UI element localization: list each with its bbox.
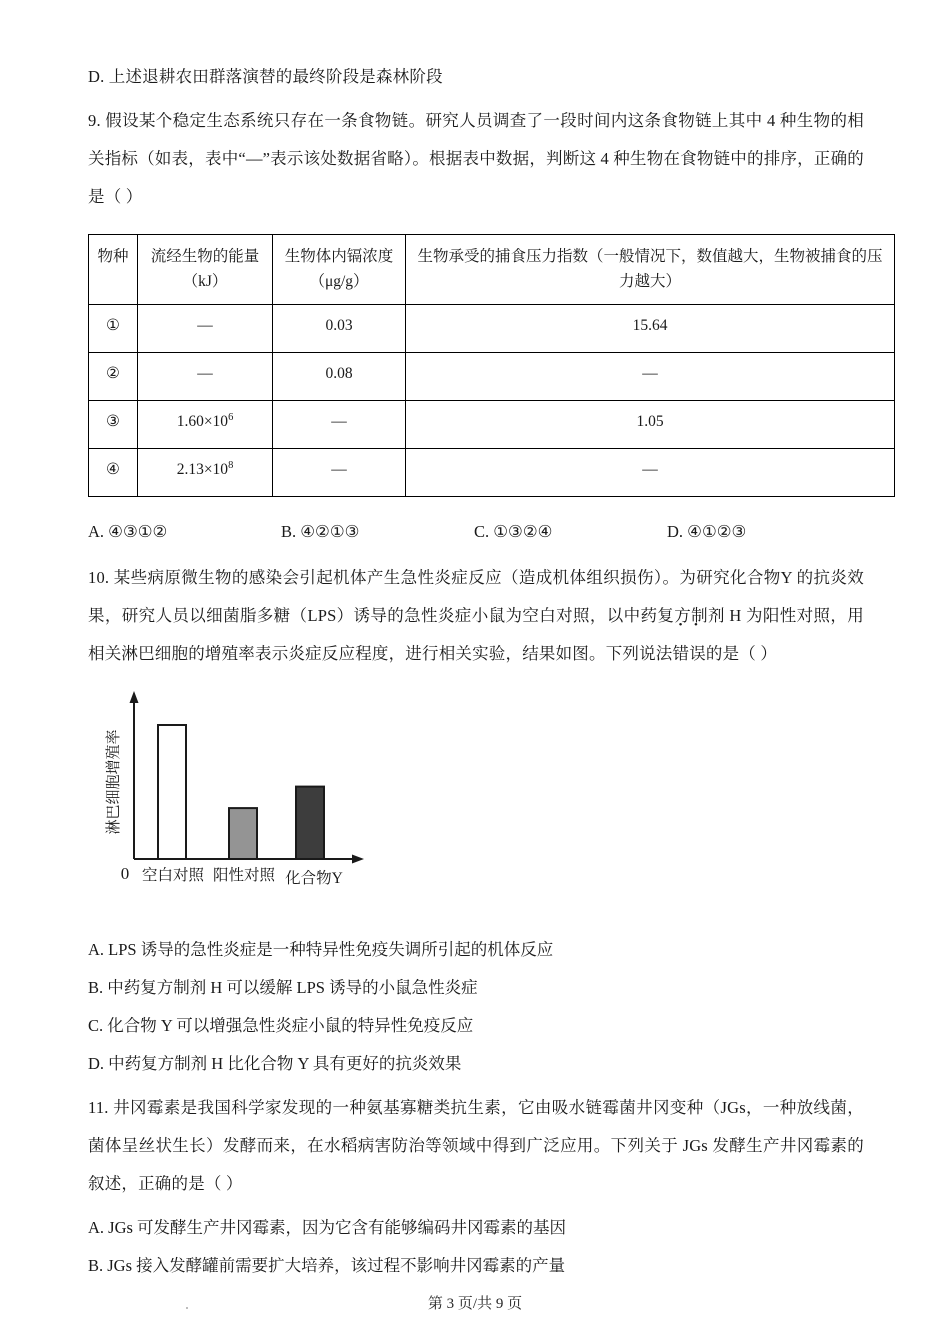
page-content <box>88 58 883 1285</box>
q9-option-d[interactable]: D. ④①②③ <box>667 522 747 541</box>
cell-cadmium: — <box>273 449 406 497</box>
table-row <box>89 353 895 401</box>
x-tick-label-blank-control: 空白对照 <box>141 867 205 884</box>
page-footer: 第 3 页/共 9 页 <box>427 1296 523 1312</box>
food-chain-indicator-table <box>88 234 895 497</box>
q10-stem-emphasis: • • 错误 <box>673 635 706 673</box>
cell-energy <box>138 401 273 449</box>
cell-energy-exponent: 8 <box>228 459 234 471</box>
cell-energy-exponent: 6 <box>228 411 234 423</box>
x-tick-label-compound-y: 化合物Y <box>285 870 343 887</box>
q9-option-b[interactable]: B. ④②①③ <box>281 522 360 541</box>
cell-energy-value: 2.13×10 <box>176 461 229 478</box>
cell-energy-value: — <box>197 317 213 334</box>
q10-option-d[interactable]: D. 中药复方制剂 H 比化合物 Y 具有更好的抗炎效果 <box>88 1054 462 1073</box>
q9-option-c[interactable]: C. ①③②④ <box>474 522 553 541</box>
header-cadmium: 生物体内镉浓度（μg/g） <box>273 235 406 305</box>
lymphocyte-proliferation-bar-chart <box>96 687 426 917</box>
q10-option-b[interactable]: B. 中药复方制剂 H 可以缓解 LPS 诱导的小鼠急性炎症 <box>88 978 478 997</box>
table-header-row <box>89 235 895 305</box>
q11-option-a[interactable]: A. JGs 可发酵生产井冈霉素，因为它含有能够编码井冈霉素的基因 <box>88 1218 567 1237</box>
cell-cadmium: 0.03 <box>273 305 406 353</box>
table-row <box>89 449 895 497</box>
q10-stem-text-tail: 的是（ ） <box>705 644 778 663</box>
cell-energy <box>138 305 273 353</box>
cell-pressure: — <box>406 353 895 401</box>
x-tick-label-positive-control: 阳性对照 <box>212 867 276 884</box>
q10-option-a[interactable]: A. LPS 诱导的急性炎症是一种特异性免疫失调所引起的机体反应 <box>88 940 554 959</box>
header-energy: 流经生物的能量（kJ） <box>138 235 273 305</box>
table-row <box>89 305 895 353</box>
origin-label: 0 <box>120 864 130 883</box>
q8-option-d: D. 上述退耕农田群落演替的最终阶段是森林阶段 <box>88 67 443 86</box>
x-axis-arrow-icon <box>352 855 364 864</box>
q9-option-a[interactable]: A. ④③①② <box>88 522 168 541</box>
q9-options <box>88 515 864 549</box>
cell-pressure: 15.64 <box>406 305 895 353</box>
q10-stem-text: 10. 某些病原微生物的感染会引起机体产生急性炎症反应（造成机体组织损伤）。为研究化合物Y 的抗炎效果，研究人员以细菌脂多糖（LPS）诱导的急性炎症小鼠为空白对照，以中药复方制剂 H 为阳性对照，用相关淋巴细胞的增殖率表示炎症反应程度，进行相关实验，结果如图。下列说法 <box>88 568 864 663</box>
table-row <box>89 401 895 449</box>
bar-blank-control <box>158 725 186 859</box>
cell-species: ③ <box>89 401 138 449</box>
q11-option-b[interactable]: B. JGs 接入发酵罐前需要扩大培养，该过程不影响井冈霉素的产量 <box>88 1256 566 1275</box>
header-species: 物种 <box>89 235 138 305</box>
cell-species: ① <box>89 305 138 353</box>
y-axis-label: 淋巴细胞增殖率 <box>106 729 122 835</box>
q11-stem: 11. 井冈霉素是我国科学家发现的一种氨基寡糖类抗生素，它由吸水链霉菌井冈变种（JGs，一种放线菌，菌体呈丝状生长）发酵而来，在水稻病害防治等领域中得到广泛应用。下列关于 JGs 发酵生产井冈霉素的叙述，正确的是（ ） <box>88 1098 864 1193</box>
bar-positive-control <box>229 808 257 859</box>
q10-stem <box>88 559 864 673</box>
chart-svg <box>96 687 426 887</box>
cell-energy <box>138 353 273 401</box>
bar-compound-y <box>296 787 324 859</box>
cell-cadmium: — <box>273 401 406 449</box>
cell-energy-value: — <box>197 365 213 382</box>
q9-stem: 9. 假设某个稳定生态系统只存在一条食物链。研究人员调查了一段时间内这条食物链上其中 4 种生物的相关指标（如表，表中“—”表示该处数据省略）。根据表中数据，判断这 4 种生物在食物链中的排序，正确的是（ ） <box>88 111 864 206</box>
cell-cadmium: 0.08 <box>273 353 406 401</box>
header-predation-pressure: 生物承受的捕食压力指数（一般情况下，数值越大，生物被捕食的压力越大） <box>406 235 895 305</box>
cell-energy-value: 1.60×10 <box>176 413 229 430</box>
q10-option-c[interactable]: C. 化合物 Y 可以增强急性炎症小鼠的特异性免疫反应 <box>88 1016 474 1035</box>
cell-pressure: — <box>406 449 895 497</box>
cell-species: ④ <box>89 449 138 497</box>
y-axis-arrow-icon <box>130 691 139 703</box>
cell-energy <box>138 449 273 497</box>
cell-pressure: 1.05 <box>406 401 895 449</box>
cell-species: ② <box>89 353 138 401</box>
